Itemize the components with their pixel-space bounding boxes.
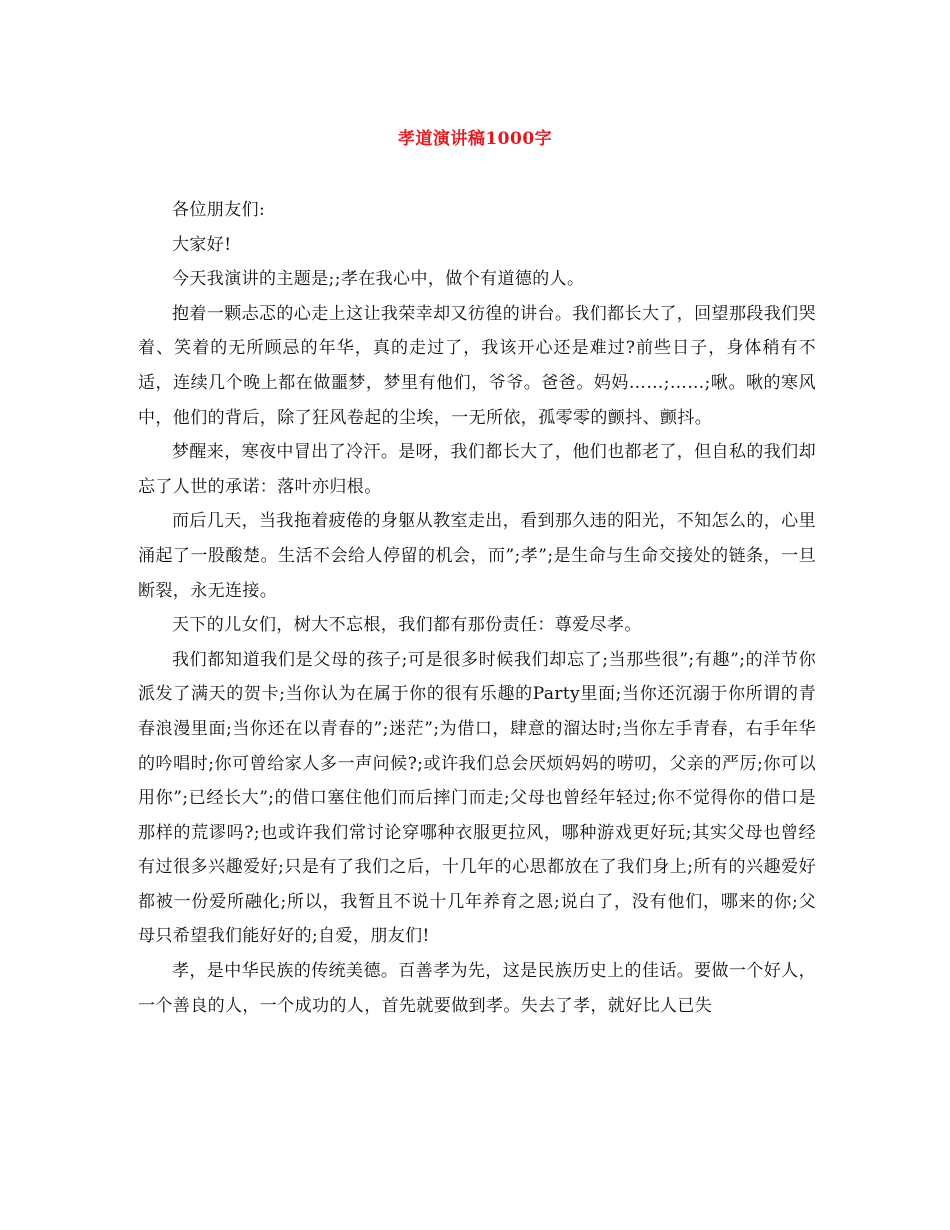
paragraph-dream: 抱着一颗忐忑的心走上这让我荣幸却又彷徨的讲台。我们都长大了，回望那段我们哭着、笑着的无所顾忌的年华，真的走过了，我该开心还是难过?前些日子，身体稍有不适，连续几个晚上都在做噩梦，梦里有他们，爷爷。爸爸。妈妈……;……;啾。啾的寒风中，他们的背后，除了狂风卷起的尘埃，一无所依，孤零零的颤抖、颤抖。 bbox=[138, 303, 816, 428]
paragraph-responsibility: 天下的儿女们，树大不忘根，我们都有那份责任：尊爱尽孝。 bbox=[172, 615, 642, 636]
paragraph-awake: 梦醒来，寒夜中冒出了冷汗。是呀，我们都长大了，他们也都老了，但自私的我们却忘了人世的承诺：落叶亦归根。 bbox=[138, 442, 816, 497]
paragraph-hello: 大家好! bbox=[172, 234, 232, 255]
paragraph-sunlight: 而后几天，当我拖着疲倦的身躯从教室走出，看到那久违的阳光，不知怎么的，心里涌起了一股酸楚。生活不会给人停留的机会，而”;孝”;是生命与生命交接处的链条，一旦断裂，永无连接。 bbox=[138, 511, 816, 601]
document-body bbox=[138, 193, 816, 1023]
document-title: 孝道演讲稿1000字 bbox=[397, 129, 553, 149]
paragraph-greeting: 各位朋友们: bbox=[172, 200, 266, 220]
paragraph-virtue: 孝，是中华民族的传统美德。百善孝为先，这是民族历史上的佳话。要做一个好人，一个善良的人，一个成功的人，首先就要做到孝。失去了孝，就好比人已失 bbox=[138, 961, 816, 1016]
paragraph-topic: 今天我演讲的主题是;;孝在我心中，做个有道德的人。 bbox=[172, 269, 585, 290]
paragraph-parents: 我们都知道我们是父母的孩子;可是很多时候我们却忘了;当那些很”;有趣”;的洋节你派发了满天的贺卡;当你认为在属于你的很有乐趣的Party里面;当你还沉溺于你所谓的青春浪漫里面;当你还在以青春的”;迷茫”;为借口，肆意的溜达时;当你左手青春，右手年华的吟唱时;你可曾给家人多一声问候?;或许我们总会厌烦妈妈的唠叨，父亲的严厉;你可以用你”;已经长大”;的借口塞住他们而后摔门而走;父母也曾经年轻过;你不觉得你的借口是那样的荒谬吗?;也或许我们常讨论穿哪种衣服更拉风，哪种游戏更好玩;其实父母也曾经有过很多兴趣爱好;只是有了我们之后，十几年的心思都放在了我们身上;所有的兴趣爱好都被一份爱所融化;所以，我暂且不说十几年养育之恩;说白了，没有他们，哪来的你;父母只希望我们能好好的;自爱，朋友们! bbox=[138, 649, 816, 947]
